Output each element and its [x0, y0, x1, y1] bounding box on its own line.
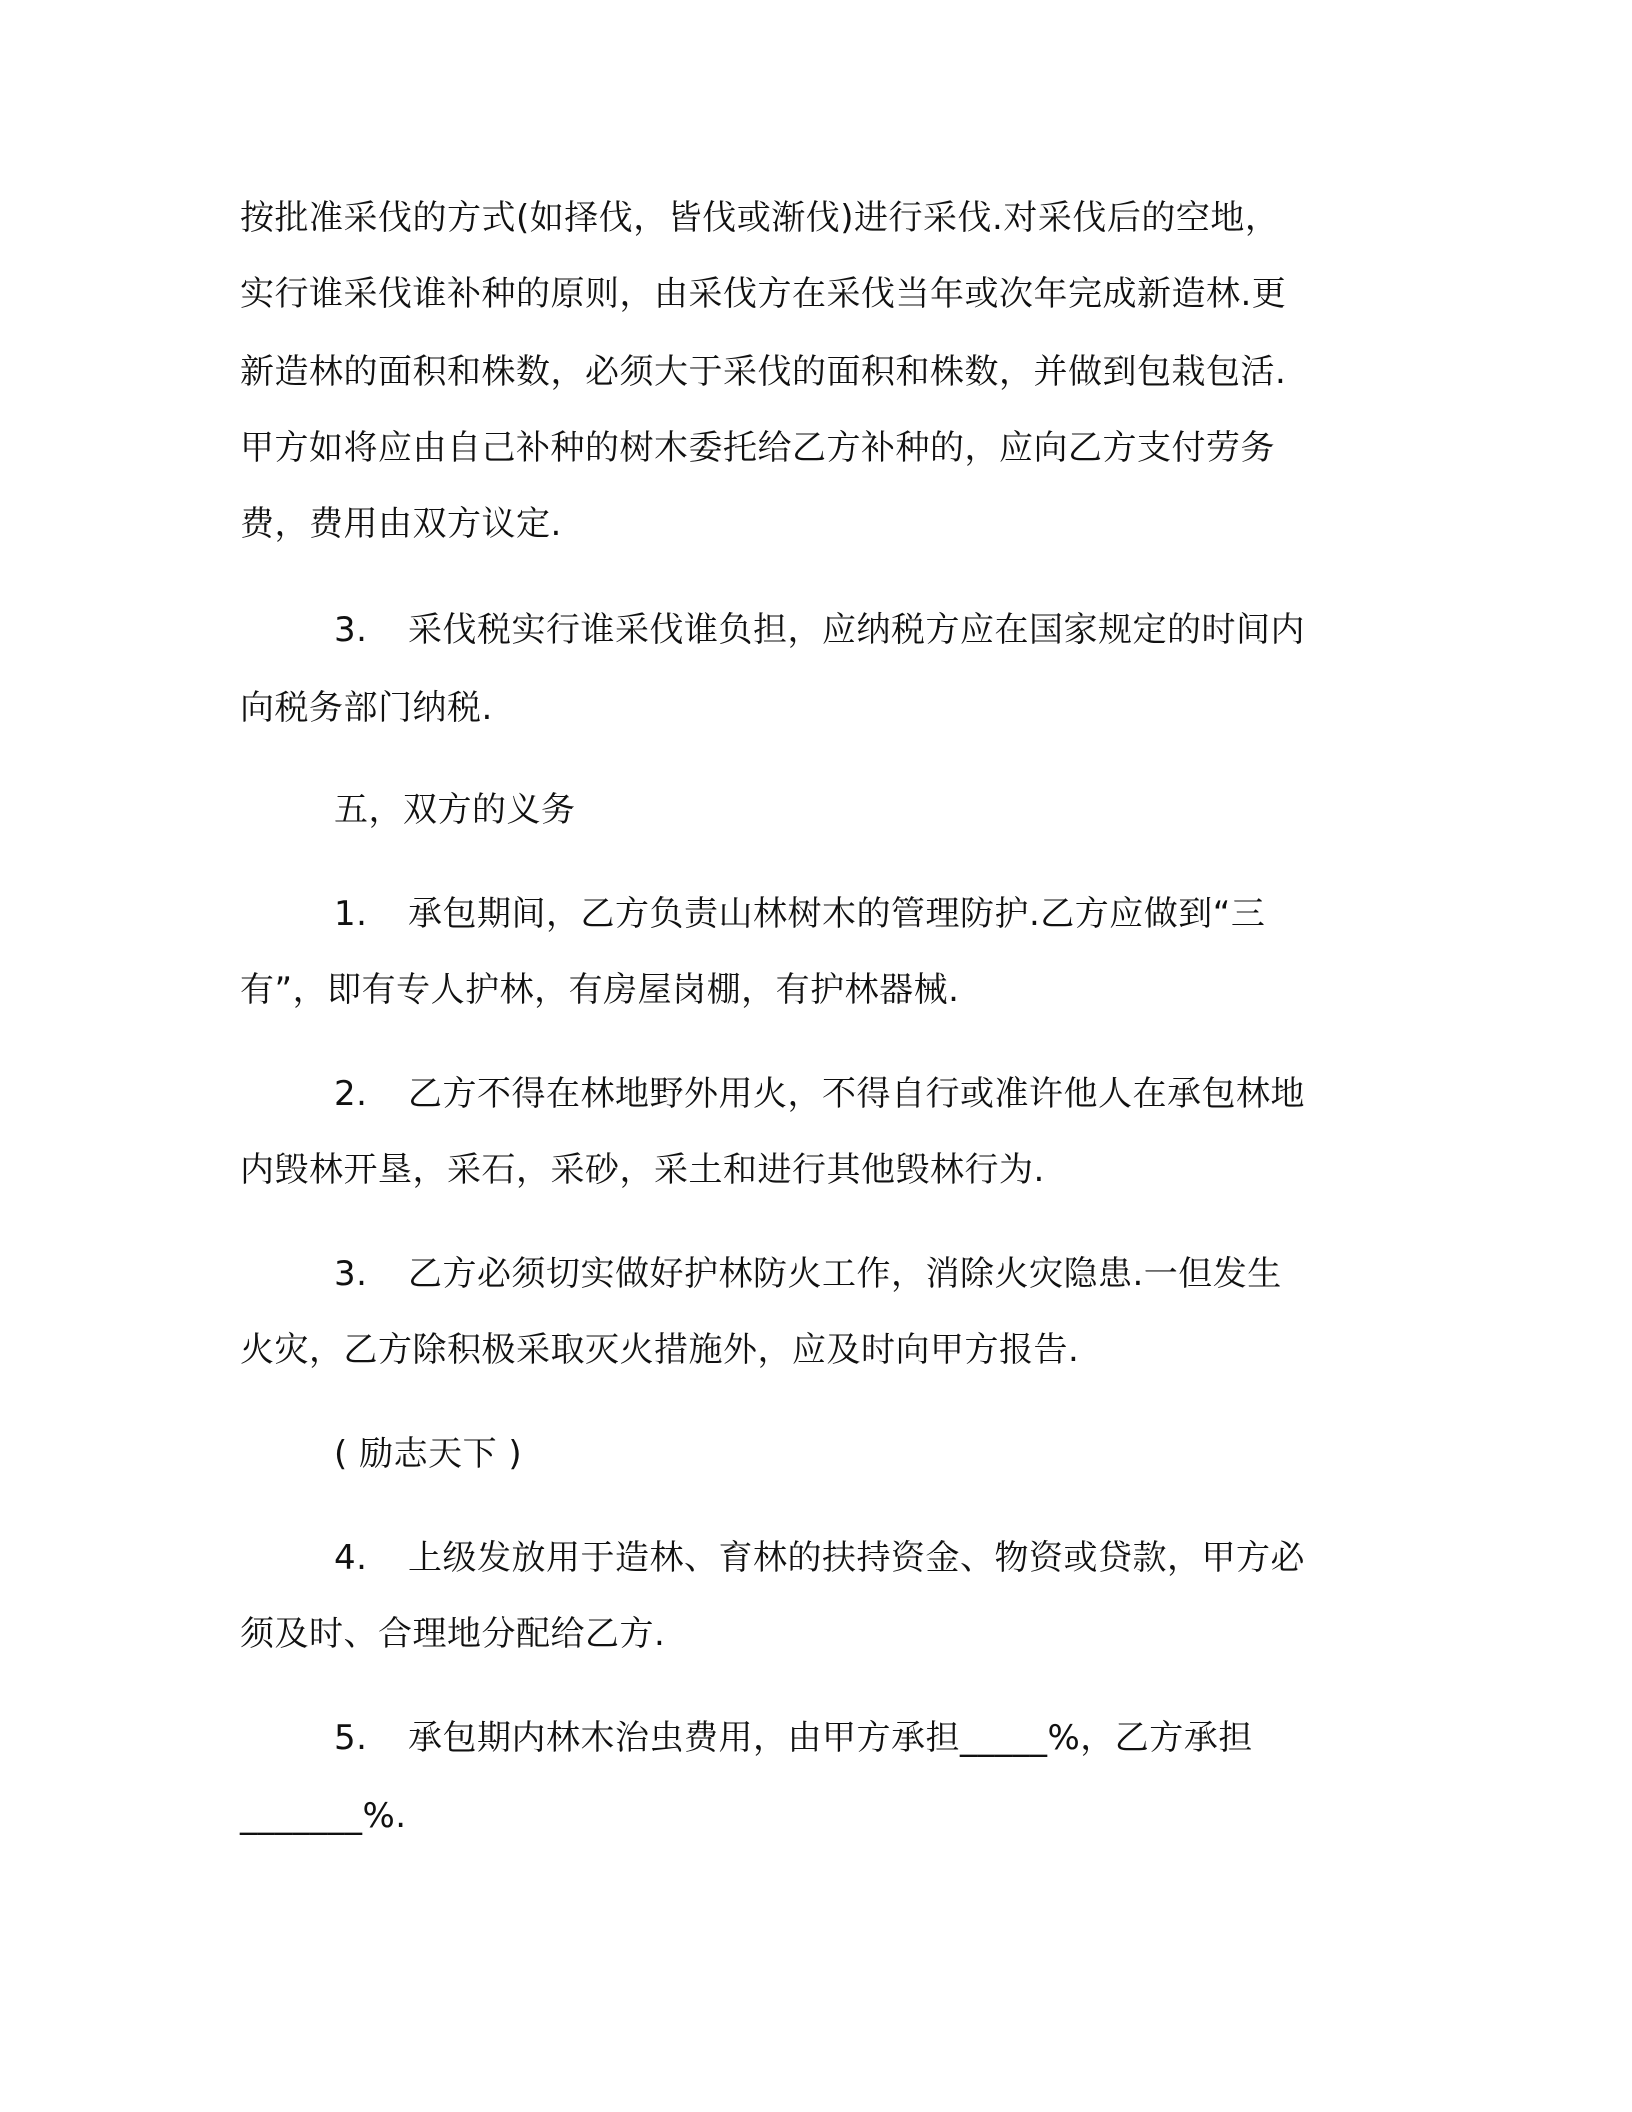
clause-number: 2.	[334, 1074, 368, 1114]
clause-text: 承包期间，乙方负责山林树木的管理防护.乙方应做到“三	[408, 894, 1266, 934]
paragraph-line: 实行谁采伐谁补种的原则，由采伐方在采伐当年或次年完成新造林.更	[240, 274, 1287, 314]
paragraph-line: 费，费用由双方议定.	[240, 504, 562, 544]
clause-number: 5.	[334, 1718, 368, 1758]
clause-number: 3.	[334, 610, 368, 650]
aside-note: ( 励志天下 )	[334, 1434, 523, 1474]
paragraph-line: 甲方如将应由自己补种的树木委托给乙方补种的，应向乙方支付劳务	[240, 428, 1275, 468]
clause-text-continued: _______%.	[240, 1796, 407, 1836]
clause-text-continued: 须及时、合理地分配给乙方.	[240, 1614, 666, 1654]
paragraph-line: 新造林的面积和株数，必须大于采伐的面积和株数，并做到包栽包活.	[240, 352, 1287, 392]
section-heading: 五，双方的义务	[334, 790, 576, 830]
clause-text: 承包期内林木治虫费用，由甲方承担_____%，乙方承担	[408, 1718, 1253, 1758]
clause-text-continued: 向税务部门纳税.	[240, 688, 493, 728]
duty-2	[334, 1072, 1305, 1116]
clause-text-continued: 火灾，乙方除积极采取灭火措施外，应及时向甲方报告.	[240, 1330, 1080, 1370]
clause-text: 乙方不得在林地野外用火，不得自行或准许他人在承包林地	[408, 1074, 1305, 1114]
clause-3-tax	[334, 608, 1305, 652]
clause-text-continued: 内毁林开垦，采石，采砂，采土和进行其他毁林行为.	[240, 1150, 1045, 1190]
clause-text: 乙方必须切实做好护林防火工作，消除火灾隐患.一但发生	[408, 1254, 1282, 1294]
clause-number: 3.	[334, 1254, 368, 1294]
duty-5	[334, 1716, 1253, 1760]
clause-text: 采伐税实行谁采伐谁负担，应纳税方应在国家规定的时间内	[408, 610, 1305, 650]
clause-text-continued: 有”，即有专人护林，有房屋岗棚，有护林器械.	[240, 970, 960, 1010]
clause-text: 上级发放用于造林、育林的扶持资金、物资或贷款，甲方必	[408, 1538, 1305, 1578]
paragraph-line: 按批准采伐的方式(如择伐，皆伐或渐伐)进行采伐.对采伐后的空地，	[240, 198, 1280, 238]
duty-1	[334, 892, 1265, 936]
clause-number: 4.	[334, 1538, 368, 1578]
duty-4	[334, 1536, 1305, 1580]
clause-number: 1.	[334, 894, 368, 934]
duty-3	[334, 1252, 1282, 1296]
